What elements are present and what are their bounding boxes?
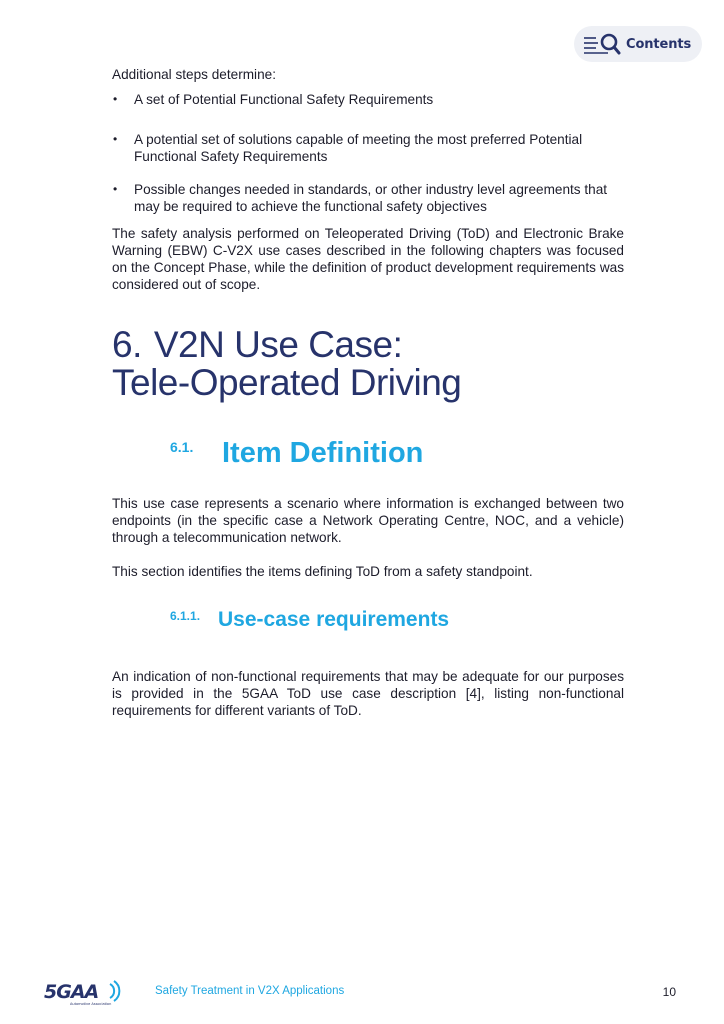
section-6-1-title: Item Definition (222, 437, 424, 469)
5gaa-logo (44, 978, 124, 1006)
bullet-item: • Possible changes needed in standards, or other industry level agreements that may be required to achieve the functional safety objectives (112, 181, 624, 215)
section-6-title-line2: Tele-Operated Driving (112, 362, 462, 403)
section-6-number: 6. (112, 324, 142, 365)
logo-subtext: Automotive Association (70, 1002, 112, 1006)
page-number: 10 (662, 985, 676, 999)
logo-wordmark: 5GAA (44, 981, 99, 1003)
bullet-item: • A set of Potential Functional Safety Requirements (112, 91, 624, 108)
intro-paragraph: The safety analysis performed on Teleoperated Driving (ToD) and Electronic Brake Warning (EBW) C-V2X use cases described in the following chapters was focused on the Concept Phase, while the definition of product development requirements was considered out of scope. (112, 226, 624, 292)
section-6-1-1-heading (112, 608, 624, 632)
section-6-1-number: 6.1. (170, 439, 194, 455)
contents-search-icon (582, 32, 622, 56)
section-6-1-paragraph-1: This use case represents a scenario where information is exchanged between two endpoints (in the specific case a Network Operating Centre, NOC, and a vehicle) through a telecommunication network. (112, 496, 624, 545)
section-6-1-1-paragraph: An indication of non-functional requirements that may be adequate for our purposes is provided in the 5GAA ToD use case description [4], listing non-functional requirements for different variants of ToD. (112, 669, 624, 718)
page-content (112, 66, 624, 719)
contents-label: Contents (626, 36, 692, 52)
section-6-1-1-title: Use-case requirements (218, 608, 450, 631)
intro-bullet-list (112, 91, 624, 215)
section-6-heading (112, 326, 624, 402)
contents-button[interactable] (574, 26, 702, 62)
section-6-title-line1: V2N Use Case: (153, 324, 403, 365)
section-6-1-1-number: 6.1.1. (170, 609, 201, 623)
bullet-item: • A potential set of solutions capable of meeting the most preferred Potential Functional Safety Requirements (112, 131, 624, 165)
section-6-1-heading (112, 437, 624, 469)
footer-document-title: Safety Treatment in V2X Applications (155, 985, 345, 997)
section-6-1-paragraph-2: This section identifies the items defining ToD from a safety standpoint. (112, 564, 533, 579)
intro-lead: Additional steps determine: (112, 67, 276, 82)
